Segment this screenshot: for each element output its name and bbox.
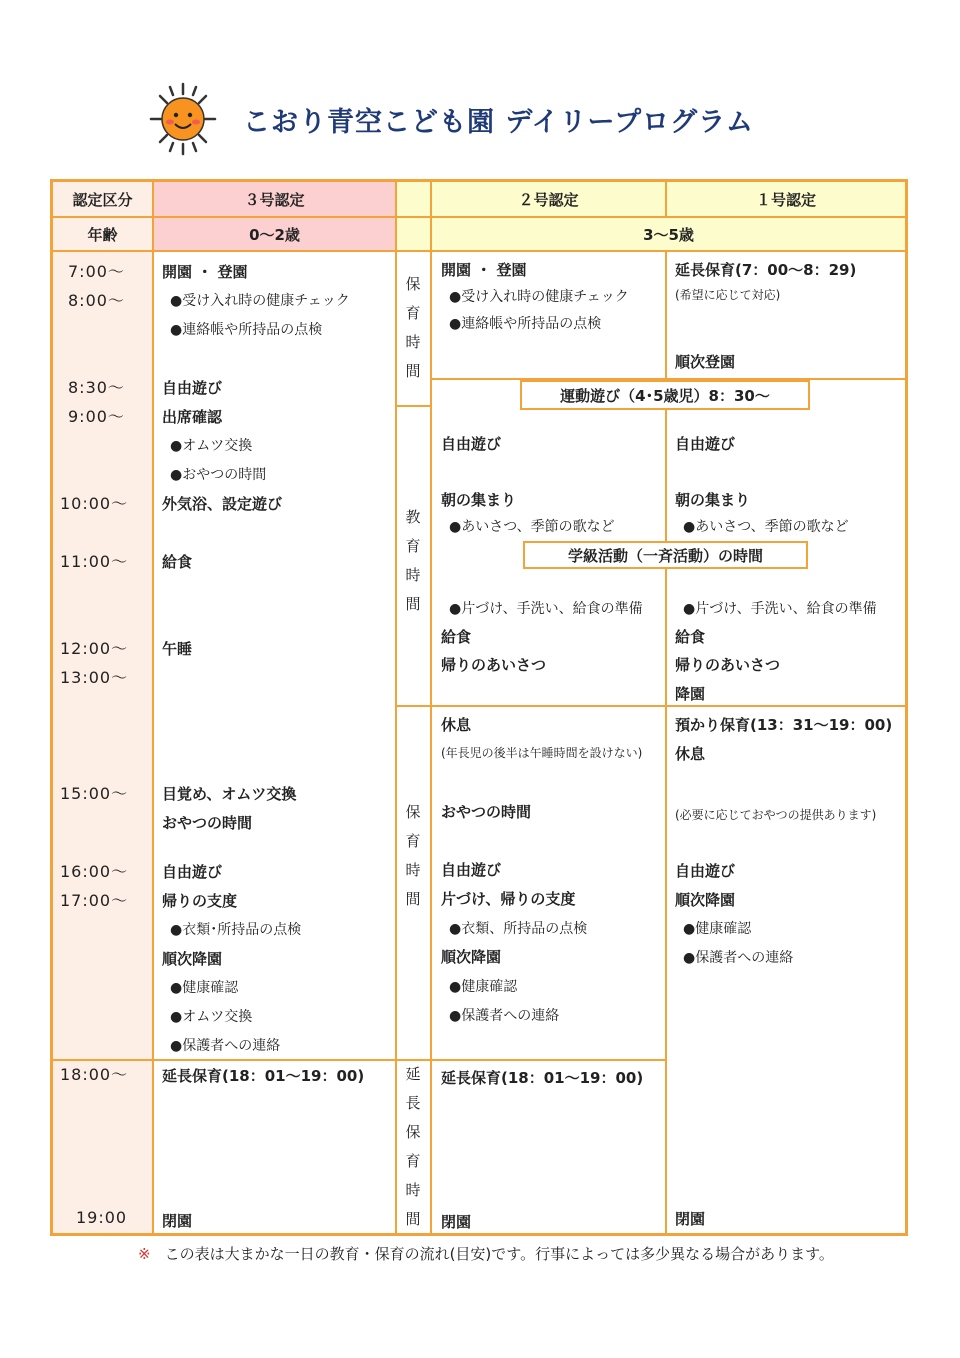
category-label: 認定区分 — [72, 190, 133, 209]
sun-logo-icon — [148, 80, 218, 158]
col2-item: ●片づけ、手洗い、給食の準備 — [449, 601, 643, 617]
col1-item: 閉園 — [675, 1210, 706, 1228]
col3-item: ●おやつの時間 — [170, 467, 267, 483]
col2-item: 開園 ・ 登園 — [441, 261, 527, 279]
col1-item: 帰りのあいさつ — [675, 656, 781, 674]
gakkyu-katsudo-banner: 学級活動（一斉活動）の時間 — [523, 541, 808, 569]
col1-item: (希望に応じて対応) — [675, 288, 781, 302]
col1-item: 預かり保育(13：31～19：00) — [675, 716, 893, 734]
col2-item: ●健康確認 — [449, 979, 518, 995]
col3-item: 給食 — [162, 553, 193, 571]
col2-item: 片づけ、帰りの支度 — [441, 890, 576, 908]
col1-item: ●保護者への連絡 — [683, 950, 794, 966]
col3-item: ●保護者への連絡 — [170, 1038, 281, 1054]
col2-item: 延長保育(18：01～19：00) — [441, 1069, 644, 1087]
vertical-label-hoiku-1: 保 育 時 間 — [405, 275, 421, 380]
col3-item: ●健康確認 — [170, 980, 239, 996]
vertical-label-kyoiku: 教 育 時 間 — [405, 508, 421, 613]
col1-item: 降園 — [675, 685, 706, 703]
col3-item: おやつの時間 — [162, 814, 253, 832]
time-label: 13:00～ — [60, 668, 129, 687]
time-label: 10:00～ — [60, 494, 129, 513]
col1-item: 給食 — [675, 628, 706, 646]
page-header — [148, 80, 828, 160]
col3-item: ●オムツ交換 — [170, 438, 253, 454]
col3-item: ●オムツ交換 — [170, 1009, 253, 1025]
time-label: 18:00～ — [60, 1065, 129, 1084]
age-col3: 0～2歳 — [249, 225, 300, 244]
col3-item: ●受け入れ時の健康チェック — [170, 293, 350, 309]
col1-item: 自由遊び — [675, 435, 736, 453]
col1-item: 朝の集まり — [675, 491, 751, 509]
col2-item: 休息 — [441, 716, 472, 734]
col3-item: 午睡 — [162, 640, 193, 658]
col3-item: 外気浴、設定遊び — [162, 495, 283, 513]
grid-line — [53, 1059, 665, 1061]
col2-item: 順次降園 — [441, 948, 502, 966]
col1-item: 延長保育(7：00～8：29) — [675, 261, 857, 279]
col3-item: 自由遊び — [162, 863, 223, 881]
col2-item: 自由遊び — [441, 435, 502, 453]
page-title: こおり青空こども園 デイリープログラム — [243, 107, 754, 138]
col1-item: ●健康確認 — [683, 921, 752, 937]
col1-header: １号認定 — [755, 190, 816, 209]
time-label: 15:00～ — [60, 784, 129, 803]
col2-item: ●保護者への連絡 — [449, 1008, 560, 1024]
undo-asobi-banner: 運動遊び（4･5歳児）8：30～ — [520, 380, 810, 410]
grid-line — [53, 250, 905, 252]
col2-item: おやつの時間 — [441, 803, 532, 821]
col3-item: 延長保育(18：01～19：00) — [162, 1067, 365, 1085]
time-label: 17:00～ — [60, 891, 129, 910]
age-label: 年齢 — [87, 225, 118, 244]
col1-item: 順次登園 — [675, 353, 736, 371]
col2-item: (年長児の後半は午睡時間を設けない) — [441, 746, 643, 760]
col3-item: 開園 ・ 登園 — [162, 263, 248, 281]
col2-item: 帰りのあいさつ — [441, 656, 547, 674]
time-label: 16:00～ — [60, 862, 129, 881]
grid-line — [430, 182, 432, 1233]
grid-line — [152, 182, 154, 1233]
time-label: 12:00～ — [60, 639, 129, 658]
col3-item: ●連絡帳や所持品の点検 — [170, 322, 323, 338]
col1-item: ●片づけ、手洗い、給食の準備 — [683, 601, 877, 617]
time-label: 11:00～ — [60, 552, 129, 571]
col3-item: 自由遊び — [162, 379, 223, 397]
col2-item: ●衣類、所持品の点検 — [449, 921, 588, 937]
col2-item: 自由遊び — [441, 861, 502, 879]
col2-item: ●連絡帳や所持品の点検 — [449, 316, 602, 332]
col2-item: 閉園 — [441, 1213, 472, 1231]
time-label: 7:00～ — [68, 262, 125, 281]
grid-line — [395, 182, 397, 1233]
col1-item: (必要に応じておやつの提供あります) — [675, 808, 877, 822]
col3-item: 目覚め、オムツ交換 — [162, 785, 297, 803]
col3-header: ３号認定 — [244, 190, 305, 209]
vertical-label-encho: 延 長 保 育 時 間 — [405, 1065, 421, 1228]
col3-item: 帰りの支度 — [162, 892, 238, 910]
col3-item: 順次降園 — [162, 950, 223, 968]
col3-item: 閉園 — [162, 1212, 193, 1230]
col2-item: ●受け入れ時の健康チェック — [449, 289, 629, 305]
note-text: この表は大まかな一日の教育・保育の流れ(目安)です。行事によっては多少異なる場合があります。 — [164, 1245, 834, 1263]
grid-line — [396, 705, 905, 707]
vertical-label-hoiku-2: 保 育 時 間 — [405, 803, 421, 908]
col1-item: 自由遊び — [675, 862, 736, 880]
footnote — [138, 1243, 834, 1264]
col2-item: 給食 — [441, 628, 472, 646]
time-label: 9:00～ — [68, 407, 125, 426]
note-mark: ※ — [138, 1245, 151, 1263]
grid-line — [396, 405, 431, 407]
time-label: 19:00 — [76, 1208, 128, 1227]
col1-item: ●あいさつ、季節の歌など — [683, 519, 849, 535]
col1-item: 順次降園 — [675, 891, 736, 909]
col2-header: ２号認定 — [518, 190, 579, 209]
col1-item: 休息 — [675, 745, 706, 763]
col3-item: ●衣類･所持品の点検 — [170, 922, 302, 938]
col2-item: ●あいさつ、季節の歌など — [449, 519, 615, 535]
col3-item: 出席確認 — [162, 408, 223, 426]
col2-item: 朝の集まり — [441, 491, 517, 509]
time-label: 8:30～ — [68, 378, 125, 397]
time-label: 8:00～ — [68, 291, 125, 310]
age-col12: 3～5歳 — [643, 225, 694, 244]
